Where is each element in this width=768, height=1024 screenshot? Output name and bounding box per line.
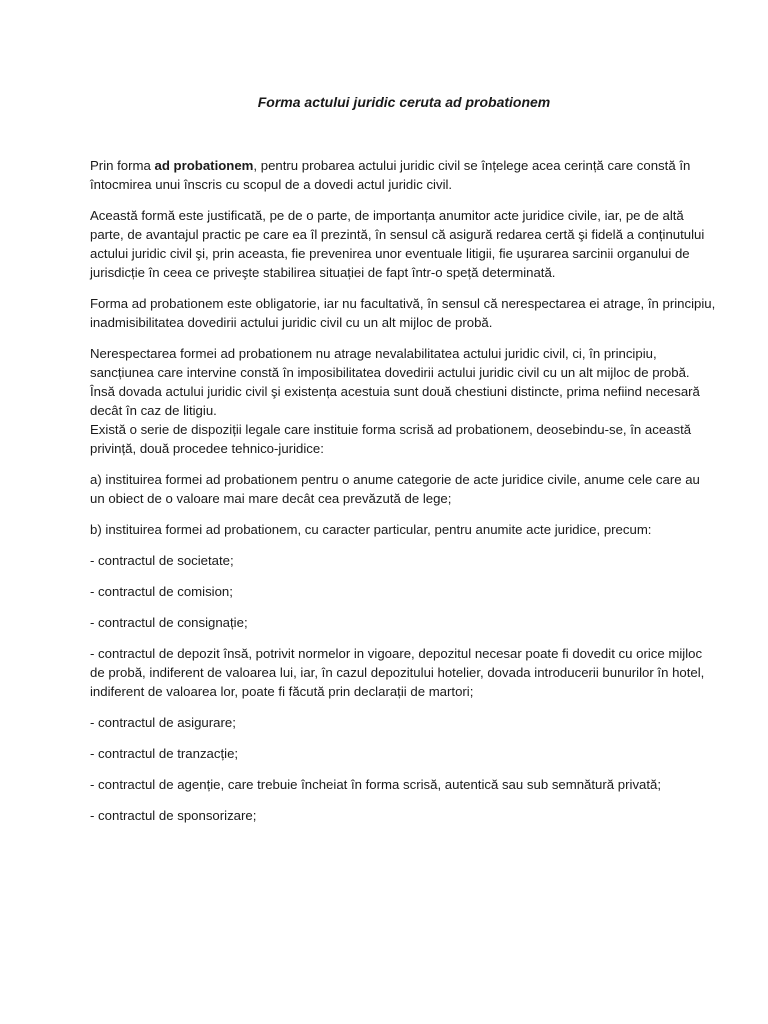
intro-text-before: Prin forma <box>90 158 155 173</box>
paragraph-obligatory: Forma ad probationem este obligatorie, iar nu facultativă, în sensul că nerespectarea ei atrage, în principiu, inadmisibilitatea dovedirii actului juridic civil cu un alt mijloc de probă. <box>90 296 716 330</box>
list-item: - contractul de depozit însă, potrivit normelor in vigoare, depozitul necesar poate fi dovedit cu orice mijloc de probă, indiferent de valoarea lui, iar, în cazul depozitului hotelier, dovada introducerii bunurilor în hotel, indiferent de valoarea lor, poate fi făcută prin declarații de martori; <box>90 646 705 699</box>
list-item: - contractul de tranzacție; <box>90 746 239 761</box>
document-title: Forma actului juridic ceruta ad probationem <box>257 94 551 110</box>
list-item: - contractul de societate; <box>90 553 234 568</box>
document-page <box>90 92 718 837</box>
list-item: - contractul de consignație; <box>90 615 248 630</box>
paragraph-justification: Această formă este justificată, pe de o parte, de importanța anumitor acte juridice civile, iar, pe de altă parte, de avantajul practic pe care ea îl prezintă, în sensul că asigură redarea certă şi fidelă a conținutului actului juridic civil şi, prin aceasta, fie prevenirea unor eventuale litigii, fie uşurarea sarcinii organului de jurisdicție în ceea ce priveşte stabilirea situației de fapt într-o speță determinată. <box>90 208 705 280</box>
paragraph-procedures: Există o serie de dispoziții legale care instituie forma scrisă ad probationem, deosebindu-se, în această privință, două procedee tehnico-juridice: <box>90 422 692 456</box>
intro-bold-term: ad probationem <box>154 158 254 173</box>
paragraph-procedure-b: b) instituirea formei ad probationem, cu caracter particular, pentru anumite acte juridice, precum: <box>90 522 652 537</box>
paragraph-procedure-a: a) instituirea formei ad probationem pentru o anume categorie de acte juridice civile, anume cele care au un obiect de o valoare mai mare decât cea prevăzută de lege; <box>90 472 700 506</box>
list-item: - contractul de comision; <box>90 584 233 599</box>
paragraph-sanction: Nerespectarea formei ad probationem nu atrage nevalabilitatea actului juridic civil, ci, în principiu, sancțiunea care intervine constă în imposibilitatea dovedirii actului juridic civil cu un alt mijloc de probă. Însă dovada actului juridic civil şi existența acestuia sunt două chestiuni distincte, prima nefiind necesară decât în caz de litigiu. <box>90 346 700 418</box>
intro-text-after: , pentru probarea actului juridic civil se înțelege acea cerință care constă în întocmirea unui înscris cu scopul de a dovedi actul juridic civil. <box>90 158 691 192</box>
list-item: - contractul de agenție, care trebuie încheiat în forma scrisă, autentică sau sub semnătură privată; <box>90 777 662 792</box>
intro-paragraph <box>90 156 718 194</box>
list-item: - contractul de sponsorizare; <box>90 808 257 823</box>
list-item: - contractul de asigurare; <box>90 715 236 730</box>
